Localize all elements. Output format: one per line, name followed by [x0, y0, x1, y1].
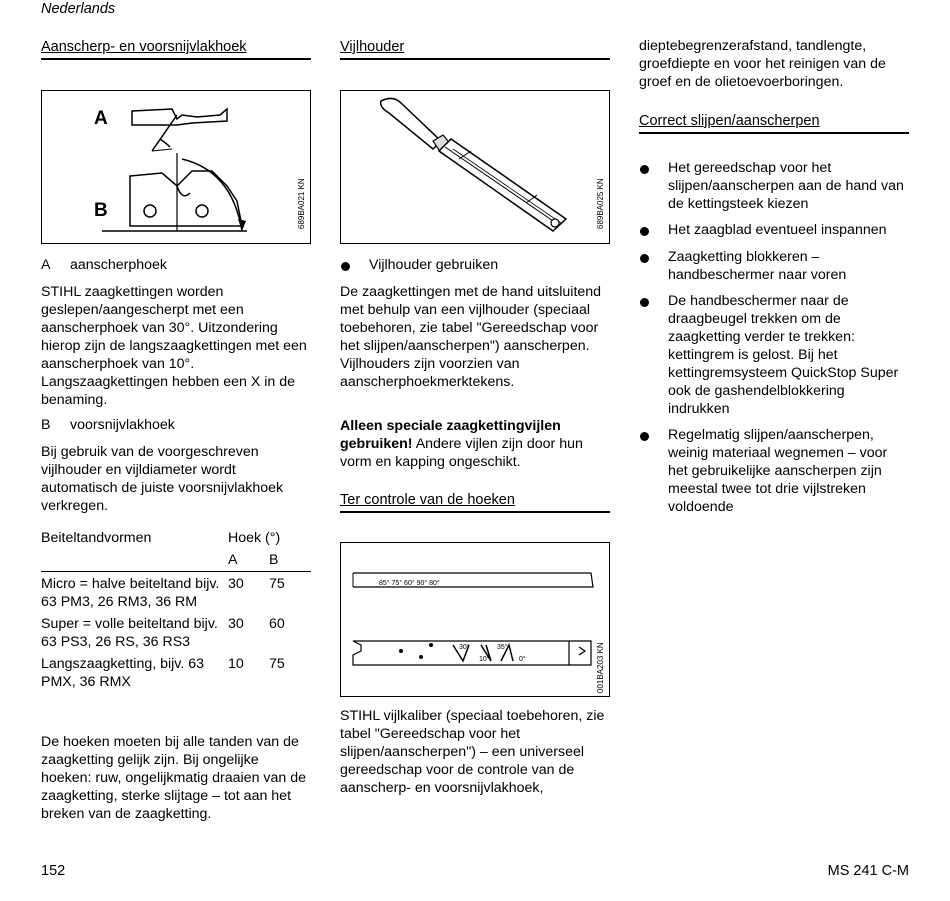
bullet-dot-icon — [640, 298, 649, 307]
figure-file-holder — [340, 90, 610, 244]
table-sub-a: A — [228, 552, 238, 568]
label-b-text: voorsnijvlakhoek — [70, 417, 175, 433]
section-heading-file-holder: Vijlhouder — [340, 38, 610, 60]
language-label: Nederlands — [41, 1, 116, 17]
bullet-use-file-holder: Vijlhouder gebruiken — [340, 256, 610, 274]
table-row: Micro = halve beiteltand bijv. 63 PM3, 26 RM3, 36 RM 30 75 — [41, 575, 285, 610]
bullet-dot-icon — [640, 165, 649, 174]
paragraph-special-files: Alleen speciale zaagkettingvijlen gebruiken! Andere vijlen zijn door hun vorm en kapping ongeschikt. — [340, 418, 583, 470]
gauge-angle-0: 0° — [519, 656, 526, 663]
label-a-letter: A — [41, 257, 51, 273]
section-heading-angles: Aanscherp- en voorsnijvlakhoek — [41, 38, 311, 60]
page-number: 152 — [41, 863, 66, 879]
table-header-angle: Hoek (°) — [228, 530, 281, 546]
gauge-angle-35: 35° — [497, 644, 508, 651]
bullet-dot-icon — [640, 227, 649, 236]
table-header-cutter: Beiteltandvormen — [41, 530, 152, 546]
model-name: MS 241 C-M — [827, 863, 909, 879]
figure-file-gauge — [340, 542, 610, 697]
bullet-dot-icon — [640, 254, 649, 263]
warning-bold-text: Alleen speciale zaagkettingvijlen gebruiken! — [340, 418, 561, 452]
figure-code: 001BA203 KN — [596, 642, 605, 693]
angle-table — [41, 529, 311, 691]
label-b-letter: B — [41, 417, 51, 433]
paragraph-file-holder: De zaagkettingen met de hand uitsluitend met behulp van een vijlhouder (speciaal toebehoren, zie tabel "Gereedschap voor het slijpen/aanscherpen") aanscherpen. Vijlhouders zijn voorzien van aanscherphoekmerktekens. — [340, 284, 602, 390]
table-sub-b: B — [269, 552, 279, 568]
table-row: Super = volle beiteltand bijv. 63 PS3, 26 RS, 36 RS3 30 60 — [41, 615, 285, 650]
paragraph-equal-angles: De hoeken moeten bij alle tanden van de zaagketting gelijk zijn. Bij ongelijke hoeken: ruw, ongelijkmatig draaien van de zaagketting, sterke slijtage – tot aan het breken van de zaagketting. — [41, 734, 307, 822]
paragraph-sharpening-angle: STIHL zaagkettingen worden geslepen/aangescherpt met een aanscherphoek van 30°. Uitzondering hierop zijn de langszaagkettingen met een aanscherphoek van 10°. Langszaagkettingen hebben een X in de benaming. — [41, 284, 307, 408]
figure-cutting-angles — [41, 90, 311, 244]
gauge-angle-30: 30° — [459, 644, 470, 651]
gauge-top-marks: 85° 75° 60° 90° 80° — [379, 580, 440, 587]
figure-code: 689BA025 KN — [596, 178, 605, 229]
section-heading-check-angles: Ter controle van de hoeken — [340, 491, 610, 513]
section-heading-correct-sharpening: Correct slijpen/aanscherpen — [639, 112, 909, 134]
paragraph-gauge-continued: dieptebegrenzerafstand, tandlengte, groefdiepte en voor het reinigen van de groef en de olietoevoerboringen. — [639, 38, 886, 90]
figure-label-a: A — [94, 108, 108, 129]
paragraph-side-plate-angle: Bij gebruik van de voorgeschreven vijlhouder en vijldiameter wordt automatisch de juiste voorsnijvlakhoek verkregen. — [41, 444, 284, 514]
figure-label-b: B — [94, 200, 108, 221]
figure-code: 689BA021 KN — [297, 178, 306, 229]
paragraph-file-gauge: STIHL vijlkaliber (speciaal toebehoren, zie tabel "Gereedschap voor het slijpen/aanscherpen") – een universeel gereedschap voor de controle van de aanscherp- en voorsnijvlakhoek, — [340, 708, 605, 796]
table-row: Langszaagketting, bijv. 63 PMX, 36 RMX 10 75 — [41, 655, 285, 690]
label-a-text: aanscherphoek — [70, 257, 168, 273]
bullet-dot-icon — [341, 262, 350, 271]
gauge-angle-10: 10° — [479, 656, 490, 663]
bullet-dot-icon — [640, 432, 649, 441]
